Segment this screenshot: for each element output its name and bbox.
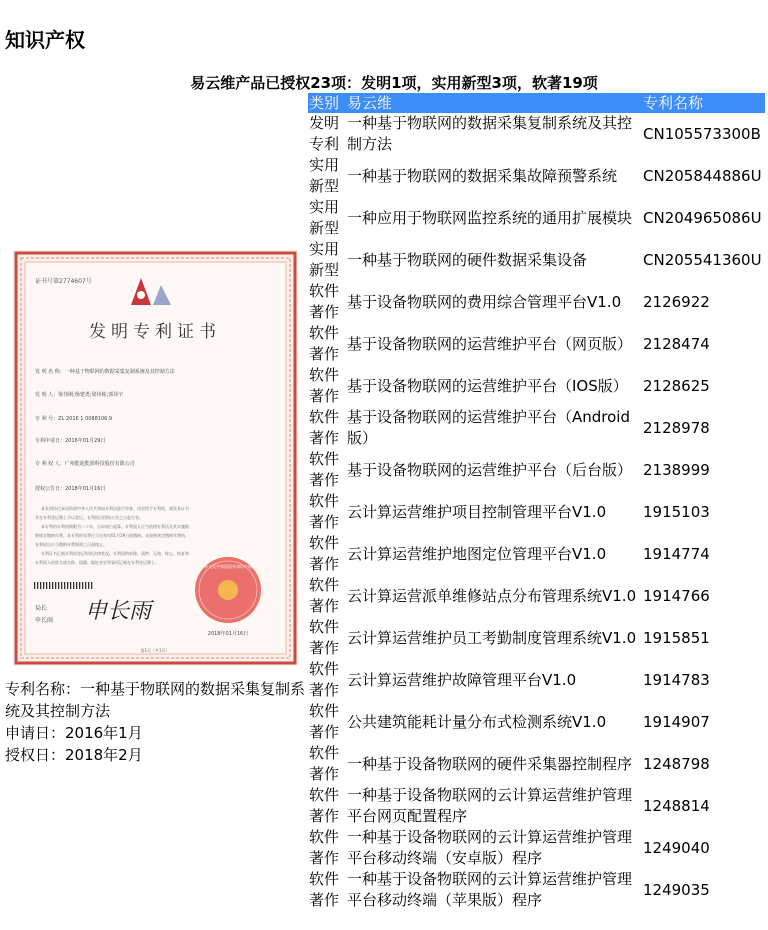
- cert-line: 专利申请日：2016年01月29日: [35, 438, 106, 444]
- table-row: [308, 491, 765, 533]
- cert-line: 专 利 权 人：广州能迪能源科技股份有限公司: [35, 461, 135, 467]
- cert-director-sub: 申长雨: [35, 617, 54, 624]
- table-row: [308, 575, 765, 617]
- row-category: 实用新型: [309, 240, 340, 279]
- row-category: 软件著作: [309, 660, 340, 699]
- seal-text: 中华人民共和国国家知识产权局: [200, 564, 256, 569]
- grant-date: 授权日：2018年2月: [5, 746, 143, 764]
- row-number: 2128474: [643, 334, 710, 353]
- table-row: [308, 701, 765, 743]
- row-number: 1915851: [643, 628, 710, 647]
- row-number: 1915103: [643, 502, 710, 521]
- table-row: [308, 239, 765, 281]
- row-category: 发明专利: [309, 114, 340, 153]
- row-name: 一种基于设备物联网的硬件采集器控制程序: [347, 754, 633, 773]
- table-row: [308, 197, 765, 239]
- row-name: 云计算运营维护员工考勤制度管理系统V1.0: [347, 628, 637, 647]
- cert-signature: 申长雨: [85, 599, 152, 624]
- table-row: [308, 659, 765, 701]
- cert-body-line: 并在专利登记簿上予以登记。专利权自授权公告之日起生效。: [35, 515, 143, 520]
- cert-title: 发明专利证书: [89, 322, 221, 342]
- row-category: 软件著作: [309, 366, 340, 405]
- row-category: 软件著作: [309, 702, 340, 741]
- row-number: 2128625: [643, 376, 710, 395]
- row-name: 基于设备物联网的运营维护平台（Android版）: [347, 408, 630, 447]
- row-name: 云计算运营派单维修站点分布管理系统V1.0: [347, 586, 637, 605]
- table-row: [308, 533, 765, 575]
- table-row: [308, 323, 765, 365]
- row-number: 2138999: [643, 460, 710, 479]
- row-category: 软件著作: [309, 744, 340, 783]
- row-category: 软件著作: [309, 828, 340, 867]
- row-name: 一种基于物联网的数据采集故障预警系统: [347, 166, 618, 185]
- table-row: [308, 785, 765, 827]
- authorization-summary: 易云维产品已授权23项：发明1项，实用新型3项，软著19项: [190, 74, 598, 92]
- row-category: 软件著作: [309, 576, 340, 615]
- row-name: 云计算运营维护故障管理平台V1.0: [347, 670, 577, 689]
- cert-body-line: 专利证书记载专利权登记时的法律状况。专利权的转移、质押、无效、终止、恢复和: [41, 551, 189, 556]
- row-name: 一种应用于物联网监控系统的通用扩展模块: [347, 208, 633, 227]
- table-row: [308, 407, 765, 449]
- cert-line: 发 明 名 称：一种基于物联网的数据采集复制系统及其控制方法: [35, 369, 175, 375]
- table-row: [308, 155, 765, 197]
- row-category: 实用新型: [309, 198, 340, 237]
- row-number: CN205541360U: [643, 250, 762, 269]
- patent-certificate-image: [13, 250, 298, 666]
- cert-serial: 证书号第2774607号: [35, 278, 92, 285]
- row-number: 1249040: [643, 838, 710, 857]
- row-number: 1914783: [643, 670, 710, 689]
- row-number: CN205844886U: [643, 166, 762, 185]
- cert-date: 2018年01月16日: [207, 631, 249, 637]
- cert-body-line: 本发明经过本局依照中华人民共和国专利法进行审查，决定授予专利权，颁发本证书: [41, 506, 189, 511]
- cert-barcode: [33, 582, 93, 589]
- header-number: 专利名称: [642, 93, 765, 113]
- row-name: 一种基于物联网的数据采集复制系统及其控制方法: [347, 114, 633, 153]
- row-name: 一种基于设备物联网的云计算运营维护管理平台网页配置程序: [347, 786, 633, 825]
- row-number: 1914766: [643, 586, 710, 605]
- row-category: 软件著作: [309, 786, 340, 825]
- table-header-row: [308, 93, 765, 113]
- row-name: 基于设备物联网的费用综合管理平台V1.0: [347, 292, 622, 311]
- row-name: 一种基于设备物联网的云计算运营维护管理平台移动终端（安卓版）程序: [347, 828, 633, 867]
- table-row: [308, 743, 765, 785]
- row-name: 基于设备物联网的运营维护平台（后台版）: [347, 460, 633, 479]
- row-number: CN105573300B: [643, 124, 761, 143]
- table-row: [308, 365, 765, 407]
- row-category: 实用新型: [309, 156, 340, 195]
- header-category: 类别: [308, 93, 346, 113]
- page-title: 知识产权: [5, 28, 85, 52]
- row-name: 基于设备物联网的运营维护平台（网页版）: [347, 334, 633, 353]
- row-category: 软件著作: [309, 870, 340, 909]
- table-row: [308, 113, 765, 155]
- row-name: 基于设备物联网的运营维护平台（IOS版）: [347, 376, 628, 395]
- cert-body-line: 则规定缴纳年费。本专利的年费应当在每年01月29日前缴纳。未按照规定缴纳年费的，: [35, 533, 190, 538]
- table-row: [308, 827, 765, 869]
- cert-body-line: 专利权自应当缴纳年费期满之日起终止。: [35, 542, 107, 547]
- cert-page: 第1页（共1页）: [140, 648, 170, 653]
- row-category: 软件著作: [309, 450, 340, 489]
- cert-line: 专 利 号：ZL 2016 1 0088106.9: [35, 416, 113, 422]
- patent-name-line: 专利名称：一种基于物联网的数据采集复制系统及其控制方法: [5, 680, 306, 720]
- row-number: CN204965086U: [643, 208, 762, 227]
- row-category: 软件著作: [309, 534, 340, 573]
- table-row: [308, 449, 765, 491]
- ip-table: [308, 93, 765, 911]
- row-number: 1248814: [643, 796, 710, 815]
- apply-date: 申请日：2016年1月: [5, 724, 143, 742]
- row-category: 软件著作: [309, 282, 340, 321]
- row-category: 软件著作: [309, 408, 340, 447]
- row-number: 2128978: [643, 418, 710, 437]
- cert-line: 授权公告日：2018年01月16日: [35, 486, 106, 492]
- certificate-info: [5, 678, 310, 766]
- row-number: 2126922: [643, 292, 710, 311]
- cert-body-line: 专利权人的姓名或名称、国籍、地址变更等事项记载在专利登记簿上。: [35, 560, 159, 565]
- table-row: [308, 869, 765, 911]
- row-name: 云计算运营维护地图定位管理平台V1.0: [347, 544, 607, 563]
- row-number: 1914907: [643, 712, 710, 731]
- cert-line: 发 明 人：梁伟刚;杨建勇;梁伟栋;郭泽宇: [35, 392, 124, 398]
- table-row: [308, 617, 765, 659]
- cert-body-line: 本专利的专利权期限为二十年，自申请日起算。专利权人应当依照专利法及其实施细: [41, 524, 189, 529]
- row-name: 一种基于物联网的硬件数据采集设备: [347, 250, 588, 269]
- official-seal-icon: [195, 557, 261, 623]
- header-name: 易云维: [346, 93, 642, 113]
- cert-director-label: 局长: [35, 605, 48, 612]
- row-category: 软件著作: [309, 492, 340, 531]
- row-category: 软件著作: [309, 324, 340, 363]
- table-row: [308, 281, 765, 323]
- row-name: 一种基于设备物联网的云计算运营维护管理平台移动终端（苹果版）程序: [347, 870, 633, 909]
- row-name: 公共建筑能耗计量分布式检测系统V1.0: [347, 712, 607, 731]
- row-number: 1914774: [643, 544, 710, 563]
- row-name: 云计算运营维护项目控制管理平台V1.0: [347, 502, 607, 521]
- row-category: 软件著作: [309, 618, 340, 657]
- row-number: 1248798: [643, 754, 710, 773]
- row-number: 1249035: [643, 880, 710, 899]
